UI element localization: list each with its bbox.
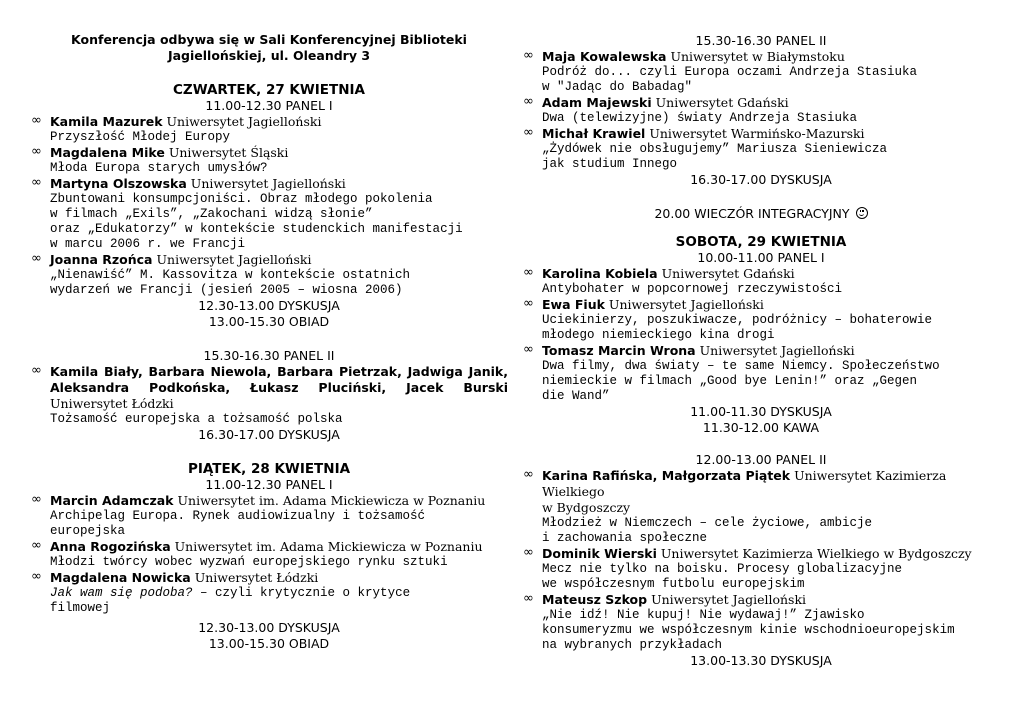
infinity-bullet-icon: ∞ <box>31 492 42 507</box>
slot-evening-event <box>522 206 1000 222</box>
talk-title-italic: Jak wam się podoba? <box>50 586 193 600</box>
speaker-name: Anna Rogozińska <box>50 539 171 554</box>
speaker-name: Karolina Kobiela <box>542 266 658 281</box>
infinity-bullet-icon: ∞ <box>31 113 42 128</box>
speaker-affiliation: Uniwersytet Gdański <box>661 266 795 281</box>
infinity-bullet-icon: ∞ <box>31 569 42 584</box>
slot-saturday-panel-2: 12.00-13.00 PANEL II <box>695 452 827 467</box>
infinity-bullet-icon: ∞ <box>523 342 534 357</box>
speaker-affiliation: Uniwersytet im. Adama Mickiewicza w Poznaniu <box>174 539 483 554</box>
venue-header-line-1: Konferencja odbywa się w Sali Konferencyjnej Biblioteki <box>71 32 467 47</box>
speaker-affiliation: Uniwersytet Gdański <box>655 95 789 110</box>
speaker-entry <box>522 343 1000 404</box>
talk-title: Młodzi twórcy wobec wyzwań europejskiego rynku sztuki <box>50 555 448 569</box>
speaker-affiliation: Uniwersytet Jagielloński <box>166 114 322 129</box>
day-heading-saturday: SOBOTA, 29 KWIETNIA <box>675 234 847 250</box>
speaker-affiliation: Uniwersytet Warmińsko-Mazurski <box>649 126 865 141</box>
slot-friday-discussion-2: 16.30-17.00 DYSKUSJA <box>690 172 832 187</box>
speaker-affiliation: Uniwersytet Jagielloński <box>608 297 764 312</box>
talk-title: Dwa (telewizyjne) światy Andrzeja Stasiuka <box>542 111 858 125</box>
slot-thursday-panel-2: 15.30-16.30 PANEL II <box>203 348 335 363</box>
speaker-name: Dominik Wierski <box>542 546 657 561</box>
speaker-affiliation: Uniwersytet Jagielloński <box>156 252 312 267</box>
slot-friday-lunch: 13.00-15.30 OBIAD <box>208 636 330 651</box>
speaker-entry <box>522 468 1000 546</box>
slot-friday-discussion: 12.30-13.00 DYSKUSJA <box>198 620 340 635</box>
speaker-affiliation: Uniwersytet Jagielloński <box>190 176 346 191</box>
talk-title: Uciekinierzy, poszukiwacze, podróżnicy – bohaterowie młodego niemieckiego kina drogi <box>542 313 933 342</box>
speaker-entry <box>522 592 1000 653</box>
infinity-bullet-icon: ∞ <box>523 591 534 606</box>
speaker-entry <box>522 95 1000 126</box>
speaker-affiliation: Uniwersytet Śląski <box>168 145 289 160</box>
infinity-bullet-icon: ∞ <box>523 94 534 109</box>
speaker-name: Marcin Adamczak <box>50 493 174 508</box>
speaker-name: Kamila Mazurek <box>50 114 163 129</box>
talk-title: Młodzież w Niemczech – cele życiowe, ambicje i zachowania społeczne <box>542 516 873 545</box>
speaker-name: Tomasz Marcin Wrona <box>542 343 696 358</box>
group-affiliation: Uniwersytet Łódzki <box>50 396 174 411</box>
speaker-entry <box>522 266 1000 297</box>
speaker-entry <box>30 570 508 616</box>
slot-thursday-discussion: 12.30-13.00 DYSKUSJA <box>198 298 340 313</box>
speaker-entry <box>522 49 1000 95</box>
speaker-name: Magdalena Nowicka <box>50 570 191 585</box>
talk-title: Tożsamość europejska a tożsamość polska <box>50 412 343 426</box>
right-column <box>522 0 1000 669</box>
talk-title: Zbuntowani konsumpcjoniści. Obraz młodego pokolenia w filmach „Exils”, „Zakochani widzą słonie” oraz „Edukatorzy” w kontekście studenckich manifestacji w marcu 2006 r. we Francji <box>50 192 463 251</box>
infinity-bullet-icon: ∞ <box>31 363 42 378</box>
day-heading-thursday: CZWARTEK, 27 KWIETNIA <box>173 82 365 98</box>
speaker-name: Maja Kowalewska <box>542 49 667 64</box>
speaker-affiliation: Uniwersytet Łódzki <box>194 570 319 585</box>
slot-thursday-panel-1: 11.00-12.30 PANEL I <box>205 98 333 113</box>
talk-title: „Nie idź! Nie kupuj! Nie wydawaj!” Zjawisko konsumeryzmu we współczesnym kinie wschodnioeuropejskim na wybranych przykładach <box>542 608 955 652</box>
slot-saturday-panel-1: 10.00-11.00 PANEL I <box>697 250 825 265</box>
speaker-name: Martyna Olszowska <box>50 176 187 191</box>
speaker-entry <box>30 114 508 145</box>
speaker-affiliation: Uniwersytet Jagielloński <box>651 592 807 607</box>
smiley-icon <box>856 207 868 219</box>
slot-friday-panel-2: 15.30-16.30 PANEL II <box>695 33 827 48</box>
day-heading-friday: PIĄTEK, 28 KWIETNIA <box>187 461 351 477</box>
slot-saturday-discussion-2: 13.00-13.30 DYSKUSJA <box>690 653 832 668</box>
speaker-name: Karina Rafińska, Małgorzata Piątek <box>542 468 791 483</box>
talk-title: „Nienawiść” M. Kassovitza w kontekście ostatnich wydarzeń we Francji (jesień 2005 – wiosna 2006) <box>50 268 411 297</box>
slot-saturday-discussion: 11.00-11.30 DYSKUSJA <box>690 404 832 419</box>
speaker-name: Joanna Rzońca <box>50 252 153 267</box>
group-speaker-names: Kamila Biały, Barbara Niewola, Barbara Pietrzak, Jadwiga Janik, Aleksandra Podkońska, Łukasz Pluciński, Jacek Burski <box>50 364 508 395</box>
talk-title: Dwa filmy, dwa światy – te same Niemcy. Społeczeństwo niemieckie w filmach „Good bye Lenin!” oraz „Gegen die Wand” <box>542 359 940 403</box>
infinity-bullet-icon: ∞ <box>523 467 534 482</box>
speaker-name: Adam Majewski <box>542 95 652 110</box>
slot-thursday-lunch: 13.00-15.30 OBIAD <box>208 314 330 329</box>
infinity-bullet-icon: ∞ <box>523 545 534 560</box>
speaker-entry <box>522 126 1000 172</box>
infinity-bullet-icon: ∞ <box>31 538 42 553</box>
talk-title: Mecz nie tylko na boisku. Procesy globalizacyjne we współczesnym futbolu europejskim <box>542 562 903 591</box>
talk-title: „Żydówek nie obsługujemy” Mariusza Sieniewicza jak studium Innego <box>542 142 888 171</box>
group-speaker-entry <box>30 364 508 427</box>
speaker-entry <box>522 297 1000 343</box>
slot-saturday-coffee: 11.30-12.00 KAWA <box>702 420 820 435</box>
talk-title <box>50 586 508 616</box>
infinity-bullet-icon: ∞ <box>523 48 534 63</box>
speaker-affiliation: Uniwersytet Kazimierza Wielkiego w Bydgoszczy <box>542 468 947 515</box>
infinity-bullet-icon: ∞ <box>523 125 534 140</box>
talk-title: Archipelag Europa. Rynek audiowizualny i tożsamość europejska <box>50 509 426 538</box>
talk-title: Antybohater w popcornowej rzeczywistości <box>542 282 843 296</box>
speaker-entry <box>30 493 508 539</box>
infinity-bullet-icon: ∞ <box>31 251 42 266</box>
speaker-entry <box>522 546 1000 592</box>
speaker-name: Mateusz Szkop <box>542 592 648 607</box>
talk-title: Przyszłość Młodej Europy <box>50 130 231 144</box>
speaker-entry <box>30 252 508 298</box>
infinity-bullet-icon: ∞ <box>31 144 42 159</box>
speaker-name: Ewa Fiuk <box>542 297 605 312</box>
infinity-bullet-icon: ∞ <box>31 175 42 190</box>
slot-friday-panel-1: 11.00-12.30 PANEL I <box>205 477 333 492</box>
speaker-affiliation: Uniwersytet im. Adama Mickiewicza w Poznaniu <box>177 493 486 508</box>
speaker-name: Michał Krawiel <box>542 126 646 141</box>
infinity-bullet-icon: ∞ <box>523 296 534 311</box>
slot-thursday-discussion-2: 16.30-17.00 DYSKUSJA <box>198 427 340 442</box>
speaker-affiliation: Uniwersytet Kazimierza Wielkiego w Bydgoszczy <box>660 546 972 561</box>
speaker-entry <box>30 539 508 570</box>
talk-title-rest: – czyli krytycznie o krytyce filmowej <box>50 586 411 615</box>
infinity-bullet-icon: ∞ <box>523 265 534 280</box>
speaker-name: Magdalena Mike <box>50 145 165 160</box>
evening-event-label: 20.00 WIECZÓR INTEGRACYJNY <box>654 206 850 221</box>
talk-title: Podróż do... czyli Europa oczami Andrzeja Stasiuka w "Jadąc do Babadag" <box>542 65 918 94</box>
venue-header-line-2: Jagiellońskiej, ul. Oleandry 3 <box>167 47 371 63</box>
speaker-entry <box>30 176 508 252</box>
speaker-entry <box>30 145 508 176</box>
speaker-affiliation: Uniwersytet w Białymstoku <box>670 49 845 64</box>
left-column <box>30 0 508 652</box>
talk-title: Młoda Europa starych umysłów? <box>50 161 268 175</box>
speaker-affiliation: Uniwersytet Jagielloński <box>699 343 855 358</box>
